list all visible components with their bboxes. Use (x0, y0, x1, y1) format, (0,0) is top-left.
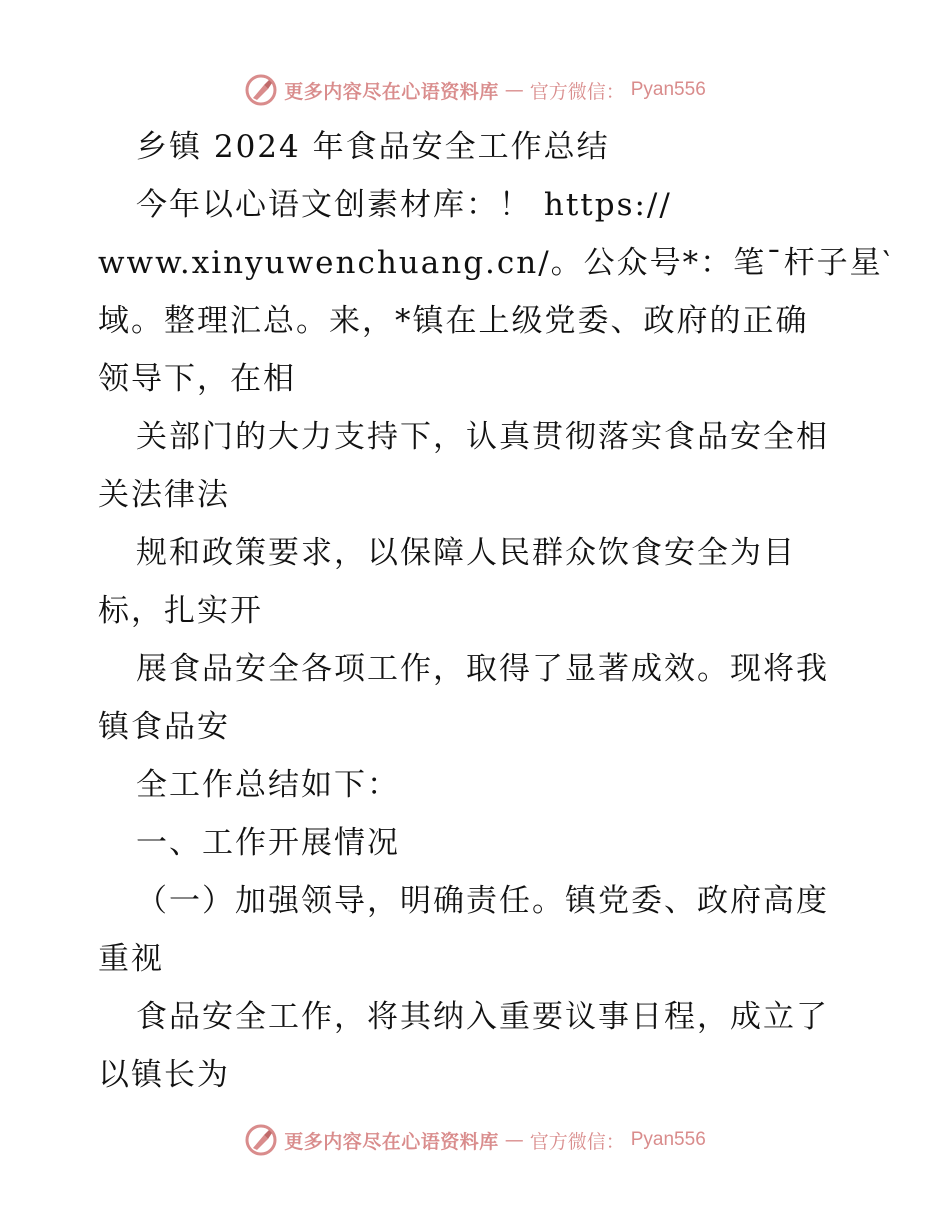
banner-wechat-label: 官方微信： (529, 80, 625, 103)
banner-wechat-label: 官方微信： (529, 1130, 625, 1153)
paragraph-line: 镇食品安 (98, 709, 230, 745)
pen-nib-logo-icon (244, 73, 278, 107)
paragraph-line: www.xinyuwenchuang.cn/。公众号*：笔¯杆子星‵ (98, 245, 892, 281)
banner-brand-text: 更多内容尽在心语资料库 (284, 80, 499, 103)
banner-wechat-id: Pyan556 (630, 79, 706, 100)
document-body (98, 118, 892, 1104)
banner-separator: — (504, 79, 524, 101)
paragraph-line: 全工作总结如下： (136, 767, 400, 803)
paragraph-line: 关法律法 (98, 477, 230, 513)
paragraph-line: 食品安全工作，将其纳入重要议事日程，成立了 (136, 999, 829, 1035)
paragraph-line: 今年以心语文创素材库：！ https:// (136, 187, 672, 223)
paragraph-line: 标，扎实开 (98, 593, 263, 629)
paragraph-line: 重视 (98, 941, 164, 977)
header-banner (0, 70, 950, 110)
banner-brand-text: 更多内容尽在心语资料库 (284, 1130, 499, 1153)
paragraph-line: 关部门的大力支持下，认真贯彻落实食品安全相 (136, 419, 829, 455)
footer-banner (0, 1120, 950, 1160)
paragraph-line: 展食品安全各项工作，取得了显著成效。现将我 (136, 651, 829, 687)
paragraph-line: （一）加强领导，明确责任。镇党委、政府高度 (136, 883, 829, 919)
paragraph-line: 域。整理汇总。来，*镇在上级党委、政府的正确 (98, 303, 809, 339)
paragraph-line: 以镇长为 (98, 1057, 230, 1093)
pen-nib-logo-icon (244, 1123, 278, 1157)
document-title: 乡镇 2024 年食品安全工作总结 (136, 129, 610, 165)
paragraph-line: 规和政策要求，以保障人民群众饮食安全为目 (136, 535, 796, 571)
banner-separator: — (504, 1129, 524, 1151)
paragraph-line: 领导下，在相 (98, 361, 296, 397)
section-heading: 一、工作开展情况 (136, 825, 400, 861)
banner-wechat-id: Pyan556 (630, 1129, 706, 1150)
